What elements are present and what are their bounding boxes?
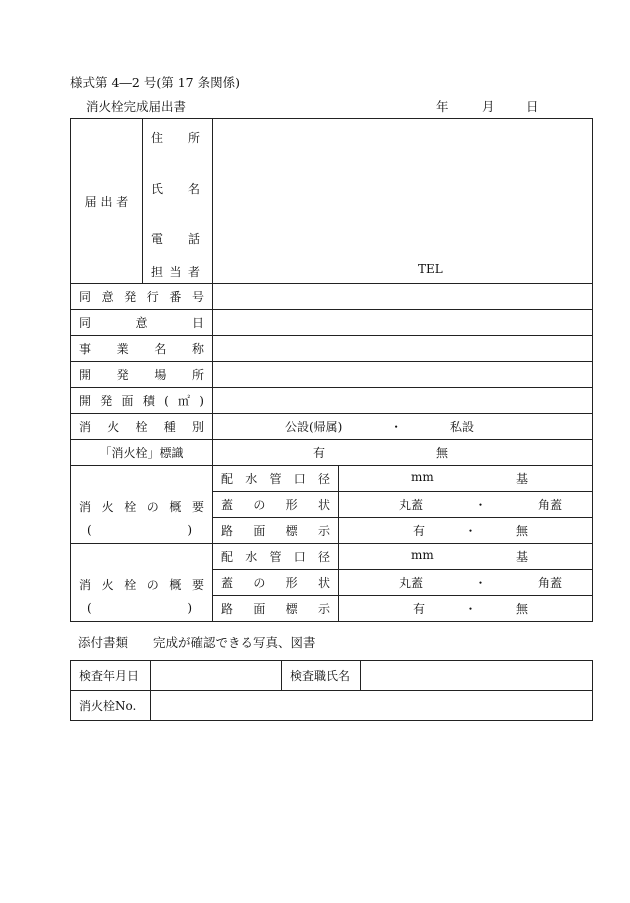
dev-location-field[interactable] bbox=[213, 362, 593, 388]
consent-date-field[interactable] bbox=[213, 310, 593, 336]
consent-number-field[interactable] bbox=[213, 284, 593, 310]
sign-options[interactable] bbox=[213, 440, 593, 466]
dev-area-label: 開発面積(㎡) bbox=[71, 388, 213, 414]
consent-number-label: 同意発行番号 bbox=[71, 284, 213, 310]
inspection-table bbox=[70, 660, 593, 721]
inspector-label: 検査職氏名 bbox=[282, 661, 361, 691]
road-marking-label-2: 路面標示 bbox=[213, 596, 339, 622]
pipe-diameter-label-2: 配水管口径 bbox=[213, 544, 339, 570]
hydrant-type-private[interactable]: 私設 bbox=[449, 420, 474, 434]
hydrant-type-label: 消火栓種別 bbox=[71, 414, 213, 440]
phone-label: 電話 bbox=[151, 232, 200, 246]
address-label: 住所 bbox=[151, 131, 200, 145]
sign-yes[interactable]: 有 bbox=[313, 446, 326, 460]
lid-shape-field-1[interactable]: 丸蓋 ・ 角蓋 bbox=[339, 492, 593, 518]
form-number: 様式第 4―2 号(第 17 条関係) bbox=[70, 75, 240, 90]
hydrant-type-options[interactable] bbox=[213, 414, 593, 440]
lid-shape-label-1: 蓋の形状 bbox=[213, 492, 339, 518]
lid-shape-label-2: 蓋の形状 bbox=[213, 570, 339, 596]
sign-label: 「消火栓」標識 bbox=[71, 440, 213, 466]
road-marking-field-1[interactable]: 有 ・ 無 bbox=[339, 518, 593, 544]
hydrant-no-field[interactable] bbox=[151, 691, 593, 721]
applicant-label: 届 出 者 bbox=[71, 119, 143, 284]
date-day: 日 bbox=[525, 99, 539, 114]
date-year: 年 bbox=[436, 99, 449, 114]
attachment-note: 添付書類 完成が確認できる写真、図書 bbox=[78, 635, 316, 650]
pipe-diameter-label-1: 配水管口径 bbox=[213, 466, 339, 492]
inspection-date-field[interactable] bbox=[151, 661, 282, 691]
date-line bbox=[436, 97, 538, 115]
sign-no[interactable]: 無 bbox=[435, 446, 448, 460]
applicant-input-area[interactable] bbox=[213, 119, 593, 284]
project-name-field[interactable] bbox=[213, 336, 593, 362]
lid-shape-field-2[interactable]: 丸蓋 ・ 角蓋 bbox=[339, 570, 593, 596]
applicant-field-labels bbox=[143, 119, 213, 284]
pipe-diameter-field-1[interactable]: mm 基 bbox=[339, 466, 593, 492]
hydrant-type-public[interactable]: 公設(帰属) bbox=[285, 420, 343, 434]
contact-label: 担当者 bbox=[151, 265, 200, 279]
road-marking-label-1: 路面標示 bbox=[213, 518, 339, 544]
name-label: 氏名 bbox=[151, 182, 200, 196]
main-form-table bbox=[70, 118, 593, 622]
inspection-date-label: 検査年月日 bbox=[71, 661, 151, 691]
overview-label-2: 消火栓の概要 ( ) bbox=[71, 544, 213, 622]
hydrant-type-dot: ・ bbox=[390, 420, 403, 434]
road-marking-field-2[interactable]: 有 ・ 無 bbox=[339, 596, 593, 622]
dev-location-label: 開発場所 bbox=[71, 362, 213, 388]
inspector-field[interactable] bbox=[361, 661, 593, 691]
document-title: 消火栓完成届出書 bbox=[86, 99, 187, 114]
hydrant-no-label: 消火栓No. bbox=[71, 691, 151, 721]
pipe-diameter-field-2[interactable]: mm 基 bbox=[339, 544, 593, 570]
tel-label: TEL bbox=[418, 262, 443, 276]
date-month: 月 bbox=[481, 99, 495, 114]
consent-date-label: 同意日 bbox=[71, 310, 213, 336]
overview-label-1: 消火栓の概要 ( ) bbox=[71, 466, 213, 544]
project-name-label: 事業名称 bbox=[71, 336, 213, 362]
dev-area-field[interactable] bbox=[213, 388, 593, 414]
